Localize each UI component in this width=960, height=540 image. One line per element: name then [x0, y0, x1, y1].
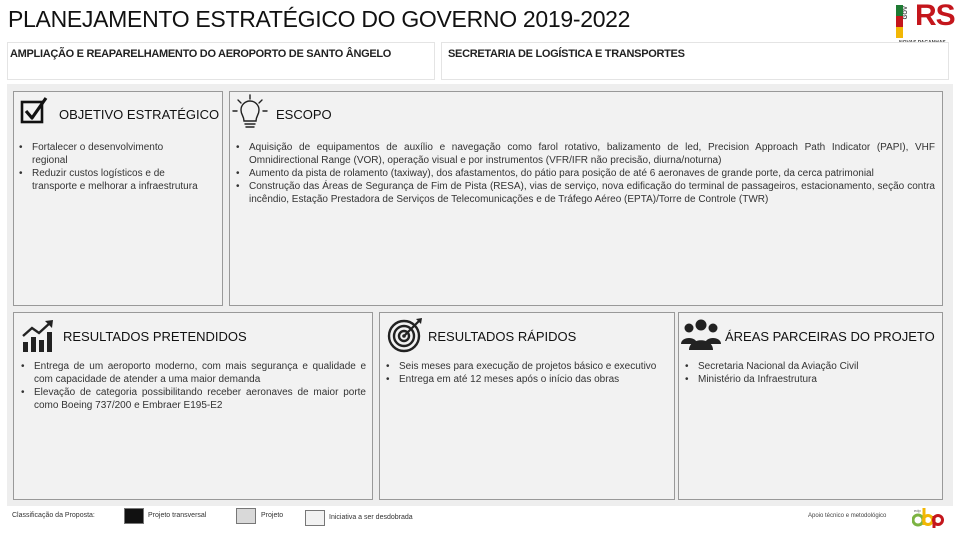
scope-title: ESCOPO: [276, 107, 332, 122]
list-item: • Secretaria Nacional da Aviação Civil: [685, 360, 935, 373]
partners-list: [685, 360, 935, 386]
edp-logo: [912, 506, 944, 528]
objective-title: OBJETIVO ESTRATÉGICO: [59, 107, 220, 122]
objective-list: [19, 141, 199, 193]
rs-government-logo: [896, 0, 955, 47]
project-name-box: [7, 42, 435, 80]
expected-results-list: [21, 360, 366, 412]
list-item: • Aumento da pista de rolamento (taxiway), dos afastamentos, do pátio para posição de até 6 aeronaves de grande porte, da cerca patrimonial: [236, 167, 935, 180]
list-item: • Ministério da Infraestrutura: [685, 373, 935, 386]
target-icon: [386, 316, 424, 354]
list-item: • Elevação de categoria possibilitando receber aeronaves de maior porte como Boeing 737/200 e Embraer E195-E2: [21, 386, 366, 412]
quick-results-title: RESULTADOS RÁPIDOS: [428, 329, 577, 344]
flag-stripes: [896, 5, 903, 39]
list-item: • Entrega de um aeroporto moderno, com mais segurança e qualidade e com capacidade de atender a uma maior demanda: [21, 360, 366, 386]
legend-swatch-project: [236, 508, 256, 524]
list-item: • Entrega em até 12 meses após o início das obras: [386, 373, 666, 386]
list-item: • Reduzir custos logísticos e de transporte e melhorar a infraestrutura: [19, 167, 199, 193]
list-item: • Seis meses para execução de projetos básico e executivo: [386, 360, 666, 373]
legend-label: Classificação da Proposta:: [12, 512, 95, 519]
department-box: [441, 42, 949, 80]
project-name: AMPLIAÇÃO E REAPARELHAMENTO DO AEROPORTO DE SANTO ÂNGELO: [10, 48, 392, 60]
people-group-icon: [681, 318, 721, 352]
legend-swatch-initiative: [305, 510, 325, 526]
edp-logo-text: edp: [914, 508, 921, 513]
list-item: • Aquisição de equipamentos de auxílio e navegação como farol rotativo, balizamento de led, Precision Approach Path Indicator (PAPI), VHF Omnidirectional Range (VOR), operação visual e por instrumentos (VFR/IFR não precisão, diurna/noturna): [236, 141, 935, 167]
expected-results-title: RESULTADOS PRETENDIDOS: [63, 329, 247, 344]
partners-title: ÁREAS PARCEIRAS DO PROJETO: [725, 329, 935, 344]
list-item: • Construção das Áreas de Segurança de Fim de Pista (RESA), vias de serviço, nova edificação do terminal de passageiros, estacionamento, seção contra incêndio, Estação Prestadora de Serviços de Telecomunicações e de Tráfego Aéreo (EPTA)/Torre de Controle (TWR): [236, 180, 935, 206]
support-credit: Apoio técnico e metodológico: [808, 513, 887, 519]
logo-gov-label: GOV: [903, 6, 909, 20]
list-item: • Fortalecer o desenvolvimento regional: [19, 141, 199, 167]
legend-item-initiative: Iniciativa a ser desdobrada: [329, 514, 413, 521]
growth-chart-icon: [20, 318, 56, 354]
logo-brand: RS: [915, 0, 955, 32]
department-name: SECRETARIA DE LOGÍSTICA E TRANSPORTES: [448, 48, 685, 60]
quick-results-list: [386, 360, 666, 386]
legend-item-project: Projeto: [261, 512, 284, 519]
legend-swatch-transversal: [124, 508, 144, 524]
scope-list: [236, 141, 935, 206]
lightbulb-icon: [232, 94, 268, 132]
checkbox-icon: [20, 96, 48, 126]
page-title: PLANEJAMENTO ESTRATÉGICO DO GOVERNO 2019-2022: [8, 6, 631, 32]
legend-item-transversal: Projeto transversal: [148, 512, 207, 519]
